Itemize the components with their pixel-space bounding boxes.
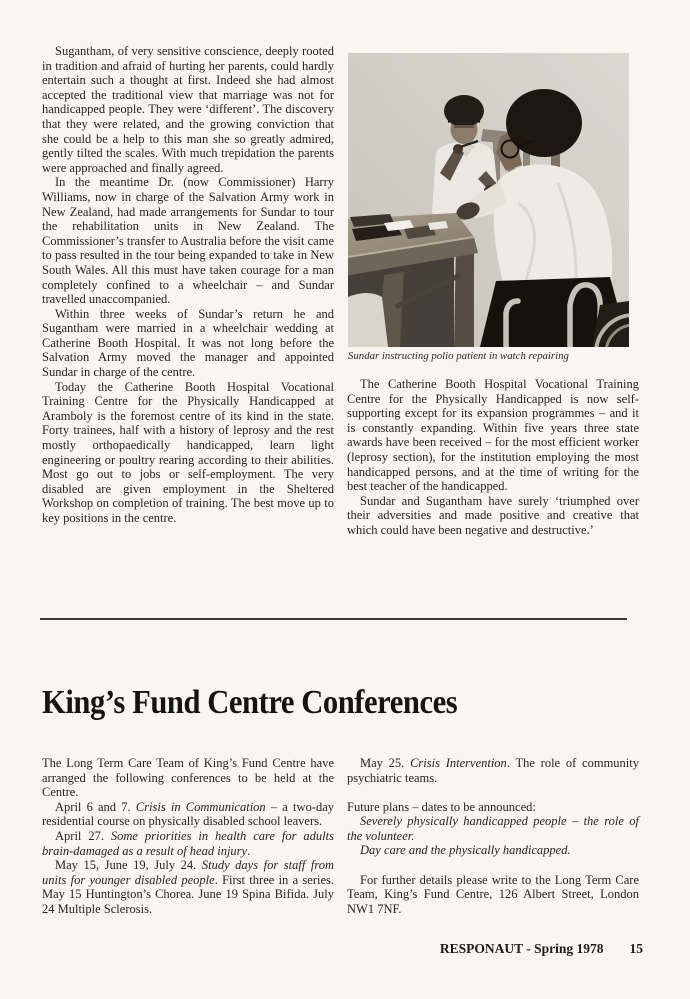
paragraph: Within three weeks of Sundar’s return he and Sugantham were married in a wheelchair wedding at Catherine Booth Hospital. It was not long before the Salvation Army moved the manager and appointed Sundar in charge of the centre. <box>42 306 334 380</box>
article-right-column <box>347 377 639 538</box>
paragraph: May 25. Crisis Intervention. The role of community psychiatric teams. <box>347 756 639 785</box>
paragraph: April 27. Some priorities in health care for adults brain-damaged as a result of head injury. <box>42 828 334 858</box>
photo-figure <box>348 53 629 362</box>
paragraph: Future plans – dates to be announced: <box>347 799 536 814</box>
conferences-right-column <box>347 756 639 916</box>
paragraph: In the meantime Dr. (now Commissioner) Harry Williams, now in charge of the Salvation Army work in New Zealand, had made arrangements for Sundar to tour the rehabilitation units in New Zealand. The Commissioner’s transfer to Australia before the visit came to pass resulted in the tour being expanded to take in New South Wales. All this must have taken courage for a man completely confined to a wheelchair – and Sundar travelled unaccompanied. <box>42 175 334 307</box>
article-left-column <box>42 44 334 526</box>
paragraph: Day care and the physically handicapped. <box>360 843 571 858</box>
paragraph: Sundar and Sugantham have surely ‘triumphed over their adversities and made positive and creative that which could have been negative and destructive.’ <box>347 493 639 537</box>
paragraph: Today the Catherine Booth Hospital Vocational Training Centre for the Physically Handicapped at Aramboly is the foremost centre of its kind in the state. Forty trainees, half with a history of leprosy and the rest mostly orthopaedically handicapped, learn light engineering or poultry rearing according to their abilities. Most go out to jobs or self-employment. The very disabled are given employment in the Sheltered Workshop on completion of training. The best move up to key positions in the centre. <box>42 379 334 525</box>
paragraph: Severely physically handicapped people – the role of the volunteer. <box>347 814 639 843</box>
journal-name: RESPONAUT - Spring 1978 <box>439 941 604 956</box>
conferences-left-column <box>42 756 334 917</box>
paragraph: The Long Term Care Team of King’s Fund Centre have arranged the following conferences to be held at the Centre. <box>42 756 334 800</box>
photo-caption: Sundar instructing polio patient in watch repairing <box>348 350 569 362</box>
section-divider <box>40 618 627 620</box>
paragraph: For further details please write to the Long Term Care Team, King’s Fund Centre, 126 Albert Street, London NW1 7NF. <box>347 872 639 916</box>
photo-watch-repair <box>348 53 629 347</box>
section-heading: King’s Fund Centre Conferences <box>42 684 458 721</box>
paragraph: Sugantham, of very sensitive conscience, deeply rooted in tradition and afraid of hurting her parents, could hardly entertain such a thought at first. Indeed she had almost accepted the traditional view that marriage was not for handicapped people. They were ‘different’. The discovery that they were related, and the growing conviction that she could be a help to this man she so greatly admired, gently tilted the scales. With much trepidation the parents were approached and finally agreed. <box>42 44 334 175</box>
paragraph: April 6 and 7. Crisis in Communication – a two-day residential course on physically disabled school leavers. <box>42 799 334 829</box>
page-number: 15 <box>629 941 643 956</box>
paragraph: The Catherine Booth Hospital Vocational Training Centre for the Physically Handicapped is now self-supporting except for its expansion programmes – and it is constantly expanding. Within five years three state awards have been received – for the most efficient worker (leprosy section), for the institution employing the most handicapped persons, and at the time of writing for the best teacher of the handicapped. <box>347 377 639 494</box>
paragraph: May 15, June 19, July 24. Study days for staff from units for younger disabled people. First three in a series. May 15 Huntington’s Chorea. June 19 Spina Bifida. July 24 Multiple Sclerosis. <box>42 858 334 916</box>
page-footer <box>42 941 643 957</box>
